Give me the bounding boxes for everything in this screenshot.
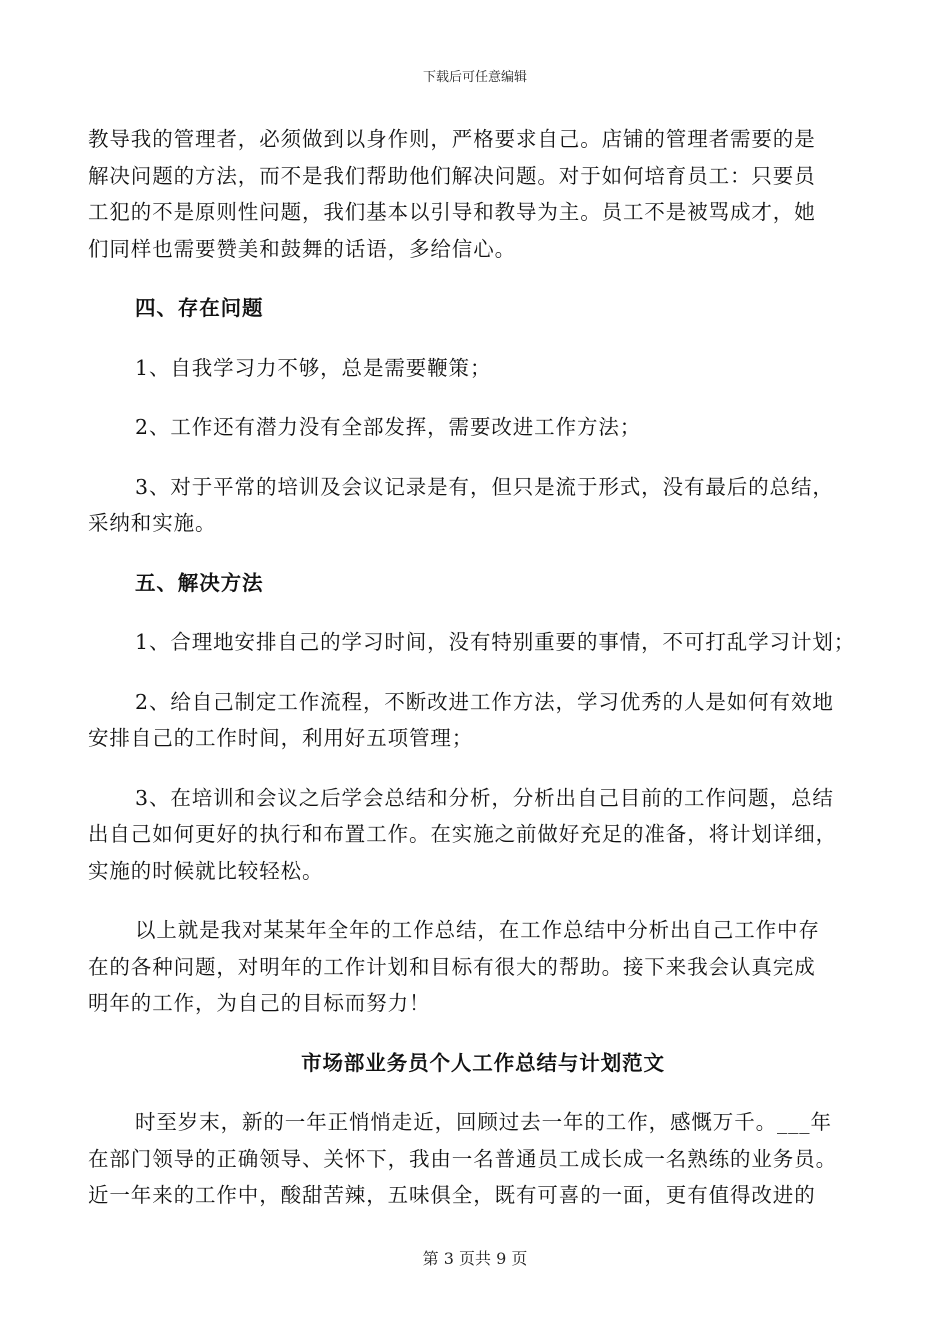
problem-item-2: 2、工作还有潜力没有全部发挥，需要改进工作方法； [135, 415, 642, 439]
text-line: 在部门领导的正确领导、关怀下，我由一名普通员工成长成一名熟练的业务员。 [88, 1146, 837, 1171]
text-line: 安排自己的工作时间，利用好五项管理； [88, 726, 474, 750]
text-line: 们同样也需要赞美和鼓舞的话语，多给信心。 [88, 236, 516, 261]
text-line: 近一年来的工作中，酸甜苦辣，五味俱全，既有可喜的一面，更有值得改进的 [88, 1183, 816, 1207]
text-line: 出自己如何更好的执行和布置工作。在实施之前做好充足的准备，将计划详细， [88, 822, 837, 846]
section-heading-solutions: 五、解决方法 [135, 570, 264, 595]
doc2-opening-paragraph [88, 1104, 878, 1214]
doc2-title: 市场部业务员个人工作总结与计划范文 [301, 1050, 665, 1075]
text-line: 采纳和实施。 [88, 511, 217, 535]
solution-item-1: 1、合理地安排自己的学习时间，没有特别重要的事情，不可打乱学习计划； [135, 630, 856, 654]
conclusion-paragraph [88, 912, 878, 1022]
text-line: 教导我的管理者，必须做到以身作则，严格要求自己。店铺的管理者需要的是 [88, 127, 816, 151]
text-line: 明年的工作，为自己的目标而努力！ [88, 991, 431, 1015]
text-line: 解决问题的方法，而不是我们帮助他们解决问题。对于如何培育员工：只要员 [88, 163, 816, 188]
text-line: 2、给自己制定工作流程，不断改进工作方法，学习优秀的人是如何有效地 [135, 689, 834, 714]
problem-item-3 [88, 469, 878, 542]
text-line: 在的各种问题，对明年的工作计划和目标有很大的帮助。接下来我会认真完成 [88, 954, 816, 979]
text-line: 实施的时候就比较轻松。 [88, 858, 324, 883]
section-heading-problems: 四、存在问题 [135, 296, 264, 320]
text-line: 3、在培训和会议之后学会总结和分析，分析出自己目前的工作问题，总结 [135, 785, 834, 810]
problem-item-1: 1、自我学习力不够，总是需要鞭策； [135, 355, 492, 380]
solution-item-3 [88, 780, 878, 890]
text-line: 以上就是我对某某年全年的工作总结，在工作总结中分析出自己工作中存 [135, 918, 820, 942]
page-number-footer: 第 3 页共 9 页 [422, 1249, 528, 1268]
intro-paragraph [88, 121, 878, 267]
text-line: 3、对于平常的培训及会议记录是有，但只是流于形式，没有最后的总结， [135, 474, 834, 499]
solution-item-2 [88, 684, 878, 757]
document-body [88, 121, 878, 1214]
text-line: 工犯的不是原则性问题，我们基本以引导和教导为主。员工不是被骂成才，她 [88, 200, 816, 224]
header-note: 下载后可任意编辑 [422, 70, 527, 85]
text-line: 时至岁末，新的一年正悄悄走近，回顾过去一年的工作，感慨万千。___年 [135, 1110, 832, 1134]
